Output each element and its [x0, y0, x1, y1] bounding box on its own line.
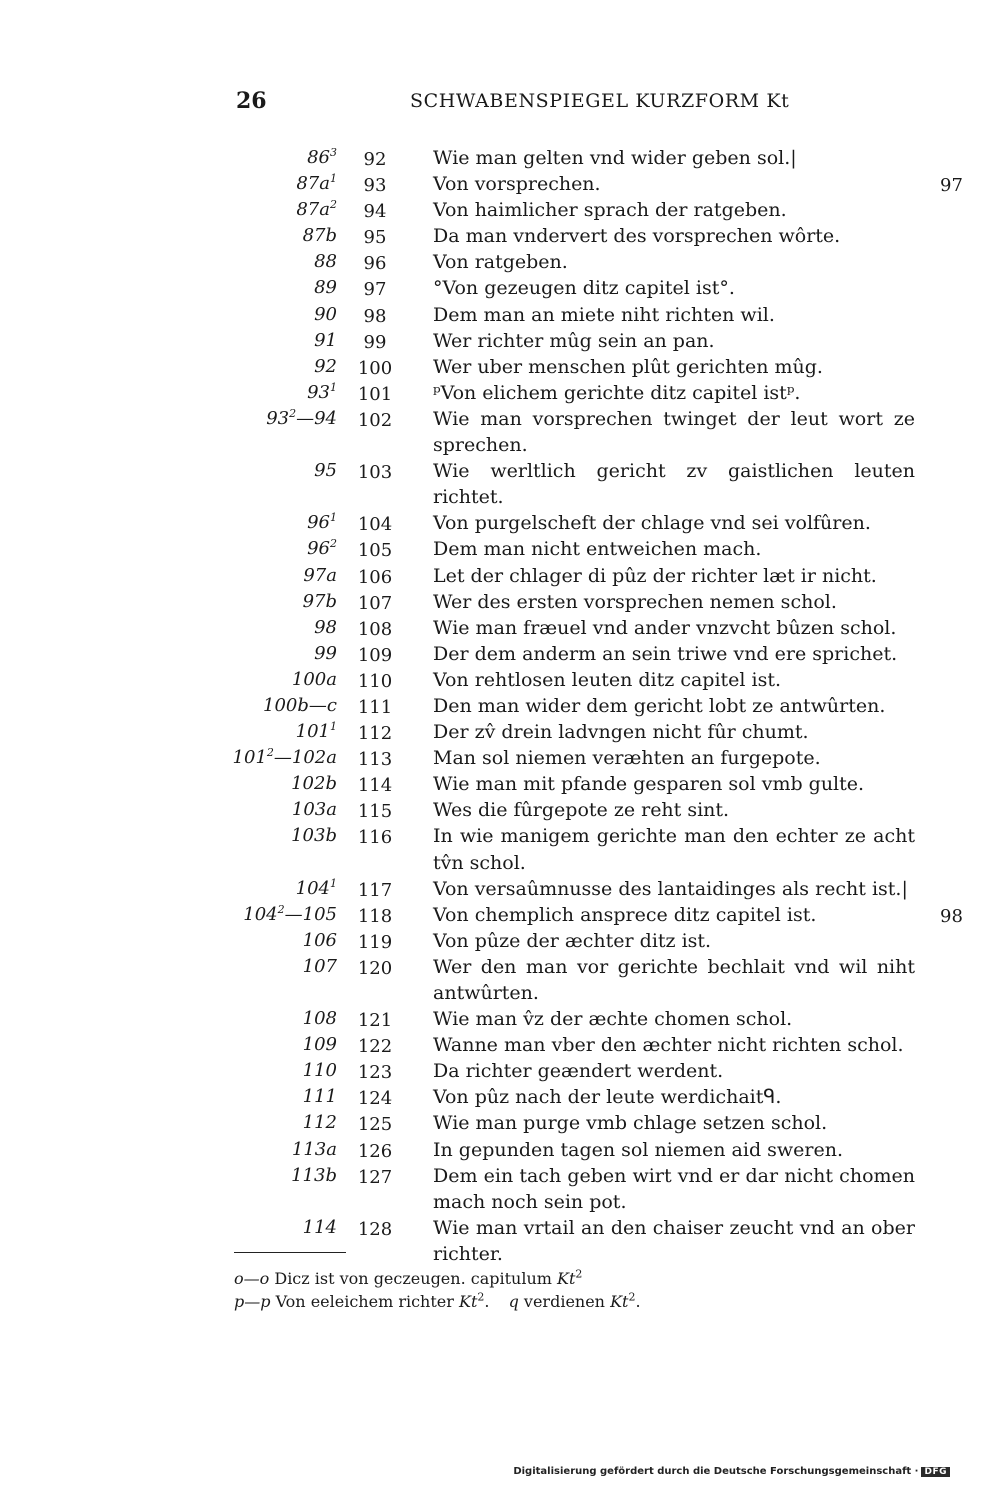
concordance-row [0, 249, 1000, 275]
landrecht-reference [314, 328, 337, 354]
landrecht-reference [233, 745, 337, 771]
chapter-number: 125 [357, 1114, 393, 1136]
chapter-title: In gepunden tagen sol niemen aid sweren. [433, 1138, 844, 1161]
reference-number: 113a [291, 1138, 337, 1160]
reference-number: 111 [302, 1086, 337, 1108]
landrecht-reference [303, 223, 337, 249]
reference-number: 93 [266, 407, 290, 429]
chapter-title: Der zv̂ drein ladvngen nicht fûr chumt. [433, 721, 809, 744]
reference-number: 108 [302, 1008, 337, 1030]
chapter-number: 94 [363, 201, 387, 223]
footnotes [234, 1267, 641, 1313]
credit-text: Digitalisierung gefördert durch die Deutsche Forschungsgemeinschaft · [513, 1466, 919, 1477]
chapter-title: Wer uber menschen plût gerichten mûg. [433, 355, 823, 378]
chapter-title: In wie manigem gerichte man den echter ze acht tv̂n schol. [433, 825, 915, 874]
footnote-o [234, 1267, 641, 1290]
chapter-number: 99 [363, 331, 387, 353]
chapter-title: Von vorsprechen. [433, 173, 601, 196]
reference-superscript: 1 [330, 172, 337, 186]
concordance-row [0, 823, 1000, 875]
reference-number: 96 [307, 512, 330, 534]
concordance-row [0, 275, 1000, 301]
reference-number: 95 [314, 460, 337, 482]
landrecht-reference [303, 1110, 337, 1136]
chapter-number: 105 [357, 540, 393, 562]
concordance-row [0, 641, 1000, 667]
reference-number: 92 [314, 355, 337, 377]
reference-range-end: —94 [296, 407, 337, 429]
chapter-number: 102 [357, 409, 393, 431]
footnote-text: verdienen [523, 1292, 605, 1311]
chapter-title: Dem man an miete niht richten wil. [433, 303, 775, 326]
chapter-title: Von rehtlosen leuten ditz capitel ist. [433, 668, 782, 691]
chapter-title: Wer den man vor gerichte bechlait vnd wil niht antwûrten. [433, 955, 915, 1004]
footnote-siglum-sup: 2 [477, 1290, 485, 1304]
landrecht-reference [314, 275, 337, 301]
landrecht-reference [303, 1032, 337, 1058]
chapter-number: 101 [357, 383, 393, 405]
reference-number: 104 [295, 877, 330, 899]
chapter-title: ᵖVon elichem gerichte ditz capitel istᵖ. [433, 381, 801, 404]
reference-superscript: 1 [330, 511, 337, 525]
landrecht-reference [292, 797, 337, 823]
reference-number: 101 [232, 747, 267, 769]
chapter-number: 122 [357, 1036, 393, 1058]
landrecht-reference [303, 1058, 337, 1084]
chapter-number: 113 [357, 749, 393, 771]
concordance-row [0, 693, 1000, 719]
chapter-number: 119 [357, 931, 393, 953]
concordance-row [0, 145, 1000, 171]
concordance-row [0, 615, 1000, 641]
reference-number: 101 [295, 721, 330, 743]
landrecht-reference [303, 954, 337, 980]
chapter-title: Wie man fræuel vnd ander vnzvcht bûzen schol. [433, 616, 897, 639]
chapter-number: 103 [357, 462, 393, 484]
chapter-number: 120 [357, 957, 393, 979]
landrecht-reference [263, 693, 337, 719]
landrecht-reference [303, 563, 337, 589]
landrecht-reference [303, 589, 337, 615]
chapter-number: 95 [363, 227, 387, 249]
concordance-row [0, 536, 1000, 562]
reference-number: 98 [314, 616, 337, 638]
concordance-row [0, 1006, 1000, 1032]
dfg-logo: DFG [921, 1467, 950, 1477]
landrecht-reference [266, 406, 337, 432]
footnote-text: Von eeleichem richter [275, 1292, 454, 1311]
chapter-number: 108 [357, 618, 393, 640]
chapter-number: 121 [357, 1010, 393, 1032]
reference-superscript: 1 [330, 380, 337, 394]
concordance-row [0, 406, 1000, 458]
chapter-title: Da richter geændert werdent. [433, 1060, 724, 1083]
reference-number: 90 [314, 303, 337, 325]
footnote-key: q [508, 1292, 519, 1311]
footnote-p-q: p—p Von eeleichem richter Kt$^2$. q verdienen Kt$^2$. [234, 1290, 641, 1311]
concordance-row [0, 1137, 1000, 1163]
footnote-siglum: Kt [557, 1269, 576, 1288]
landrecht-reference [291, 823, 337, 849]
landrecht-reference [314, 641, 337, 667]
chapter-title: Da man vndervert des vorsprechen wôrte. [433, 225, 841, 248]
reference-number: 103a [291, 799, 337, 821]
chapter-number: 110 [357, 670, 393, 692]
reference-superscript: 1 [330, 720, 337, 734]
chapter-title: Der dem anderm an sein triwe vnd ere sprichet. [433, 642, 898, 665]
chapter-title: Von purgelscheft der chlage vnd sei volfûren. [433, 512, 871, 535]
chapter-number: 128 [357, 1218, 393, 1240]
reference-range-end: —105 [284, 903, 337, 925]
landrecht-reference [303, 1215, 337, 1241]
chapter-title: Von versaûmnusse des lantaidinges als recht ist.| [433, 877, 908, 900]
landrecht-reference [296, 197, 337, 223]
landrecht-reference [307, 145, 337, 171]
chapter-title: Wie man vrtail an den chaiser zeucht vnd an ober richter. [433, 1216, 915, 1265]
reference-superscript: 2 [266, 746, 274, 760]
reference-number: 112 [302, 1112, 337, 1134]
chapter-number: 127 [357, 1166, 393, 1188]
concordance-row [0, 354, 1000, 380]
chapter-title: Wer richter mûg sein an pan. [433, 329, 715, 352]
footnote-siglum-sup: 2 [628, 1290, 636, 1304]
reference-number: 97a [303, 564, 337, 586]
landrecht-reference [292, 667, 337, 693]
concordance-row [0, 928, 1000, 954]
chapter-number: 116 [357, 827, 393, 849]
reference-number: 109 [302, 1034, 337, 1056]
chapter-title: Von haimlicher sprach der ratgeben. [433, 199, 787, 222]
chapter-title: Von pûze der æchter ditz ist. [433, 929, 712, 952]
landrecht-reference [291, 1163, 337, 1189]
concordance-row [0, 1215, 1000, 1267]
reference-number: 96 [307, 538, 330, 560]
chapter-title: Wer des ersten vorsprechen nemen schol. [433, 590, 837, 613]
digitization-credit [513, 1466, 950, 1477]
reference-number: 86 [307, 147, 330, 168]
landrecht-reference [307, 536, 337, 562]
chapter-title: Wanne man vber den æchter nicht richten schol. [433, 1034, 904, 1057]
chapter-number: 106 [357, 566, 393, 588]
landrecht-reference [314, 354, 337, 380]
concordance-row [0, 1110, 1000, 1136]
concordance-row [0, 510, 1000, 536]
chapter-number: 123 [357, 1062, 393, 1084]
concordance-row [0, 876, 1000, 902]
landrecht-reference [296, 719, 337, 745]
chapter-number: 96 [363, 253, 387, 275]
chapter-number: 93 [363, 175, 387, 197]
chapter-number: 118 [357, 905, 393, 927]
footnote-key: p—p [234, 1292, 271, 1311]
landrecht-reference [291, 771, 337, 797]
landrecht-reference [243, 902, 337, 928]
running-head: SCHWABENSPIEGEL KURZFORM Kt [410, 90, 790, 112]
landrecht-reference [292, 1137, 337, 1163]
landrecht-reference [314, 302, 337, 328]
landrecht-reference [303, 1006, 337, 1032]
reference-number: 89 [314, 277, 337, 299]
chapter-number: 112 [357, 723, 393, 745]
page-number: 26 [236, 88, 267, 114]
concordance-row [0, 328, 1000, 354]
concordance-row [0, 223, 1000, 249]
reference-range-end: —102a [273, 747, 337, 769]
chapter-title: Wes die fûrgepote ze reht sint. [433, 799, 730, 822]
chapter-number: 124 [357, 1088, 393, 1110]
concordance-row [0, 171, 1000, 197]
chapter-number: 111 [357, 696, 393, 718]
reference-number: 97b [302, 590, 337, 612]
chapter-title: Wie man v̂z der æchte chomen schol. [433, 1008, 793, 1031]
chapter-title: Von ratgeben. [433, 251, 568, 274]
concordance-row [0, 563, 1000, 589]
reference-number: 93 [307, 381, 330, 403]
concordance-row [0, 1058, 1000, 1084]
reference-number: 88 [314, 251, 337, 273]
landrecht-reference [296, 876, 337, 902]
reference-superscript: 2 [330, 537, 337, 551]
chapter-number: 115 [357, 801, 393, 823]
chapter-number: 109 [357, 644, 393, 666]
chapter-title: Let der chlager di pûz der richter læt ir nicht. [433, 564, 877, 587]
margin-page-number: 98 [940, 905, 963, 927]
concordance-row [0, 719, 1000, 745]
chapter-title: Man sol niemen veræhten an furgepote. [433, 747, 821, 770]
concordance-row [0, 771, 1000, 797]
chapter-concordance-list [0, 145, 1000, 1267]
concordance-row [0, 380, 1000, 406]
reference-number: 100a [291, 668, 337, 690]
chapter-title: Wie man purge vmb chlage setzen schol. [433, 1112, 828, 1135]
chapter-number: 114 [357, 775, 393, 797]
landrecht-reference [303, 928, 337, 954]
landrecht-reference [307, 380, 337, 406]
reference-number: 110 [302, 1060, 337, 1082]
concordance-row [0, 902, 1000, 928]
chapter-number: 97 [363, 279, 387, 301]
footnote-siglum: Kt [610, 1292, 629, 1311]
reference-number: 106 [302, 929, 337, 951]
reference-number: 99 [314, 642, 337, 664]
concordance-row [0, 1032, 1000, 1058]
concordance-row [0, 745, 1000, 771]
concordance-row [0, 797, 1000, 823]
reference-superscript: 1 [330, 876, 337, 890]
concordance-row [0, 458, 1000, 510]
landrecht-reference [303, 1084, 337, 1110]
landrecht-reference [314, 615, 337, 641]
chapter-number: 104 [357, 514, 393, 536]
margin-page-number: 97 [940, 175, 963, 197]
chapter-title: Von chemplich ansprece ditz capitel ist. [433, 903, 817, 926]
landrecht-reference [296, 171, 337, 197]
chapter-title: Von pûz nach der leute werdichaitᑫ. [433, 1086, 782, 1109]
reference-superscript: 2 [277, 902, 285, 916]
reference-number: 87a [296, 199, 330, 221]
chapter-number: 92 [363, 149, 387, 170]
footnote-key: o—o [234, 1269, 270, 1288]
reference-number: 113b [291, 1164, 337, 1186]
concordance-row [0, 1163, 1000, 1215]
reference-superscript: 2 [330, 198, 337, 212]
chapter-title: °Von gezeugen ditz capitel ist°. [433, 277, 735, 300]
chapter-title: Wie man vorsprechen twinget der leut wort ze sprechen. [433, 407, 915, 457]
chapter-title: Den man wider dem gericht lobt ze antwûrten. [433, 694, 886, 717]
chapter-number: 117 [357, 879, 393, 901]
chapter-title: Wie man mit pfande gesparen sol vmb gulte. [433, 773, 865, 796]
concordance-row [0, 667, 1000, 693]
footnote-text: Dicz ist von geczeugen. capitulum [274, 1269, 552, 1288]
chapter-number: 100 [357, 357, 393, 379]
chapter-number: 107 [357, 592, 393, 614]
reference-number: 100b—c [263, 694, 337, 716]
reference-number: 107 [302, 955, 337, 977]
reference-number: 102b [291, 773, 337, 795]
chapter-title: Wie man gelten vnd wider geben sol.| [433, 147, 797, 169]
footnote-siglum-sup: 2 [575, 1267, 583, 1281]
reference-superscript: 2 [289, 406, 297, 420]
chapter-number: 98 [363, 305, 387, 327]
concordance-row [0, 589, 1000, 615]
reference-number: 114 [302, 1216, 337, 1238]
footnote-rule [234, 1252, 346, 1253]
concordance-row [0, 197, 1000, 223]
chapter-title: Dem man nicht entweichen mach. [433, 538, 762, 561]
landrecht-reference [307, 510, 337, 536]
concordance-row [0, 954, 1000, 1006]
reference-number: 87a [296, 173, 330, 195]
chapter-title: Wie werltlich gericht zv gaistlichen leuten richtet. [433, 460, 915, 509]
landrecht-reference [314, 249, 337, 275]
chapter-number: 126 [357, 1140, 393, 1162]
reference-number: 87b [302, 225, 337, 247]
reference-number: 91 [314, 329, 337, 351]
chapter-title: Dem ein tach geben wirt vnd er dar nicht chomen mach noch sein pot. [433, 1164, 915, 1213]
concordance-row [0, 1084, 1000, 1110]
landrecht-reference [314, 458, 337, 484]
reference-number: 104 [243, 903, 278, 925]
concordance-row [0, 302, 1000, 328]
reference-superscript: 3 [330, 146, 337, 159]
footnote-siglum: Kt [459, 1292, 478, 1311]
reference-number: 103b [291, 825, 337, 847]
